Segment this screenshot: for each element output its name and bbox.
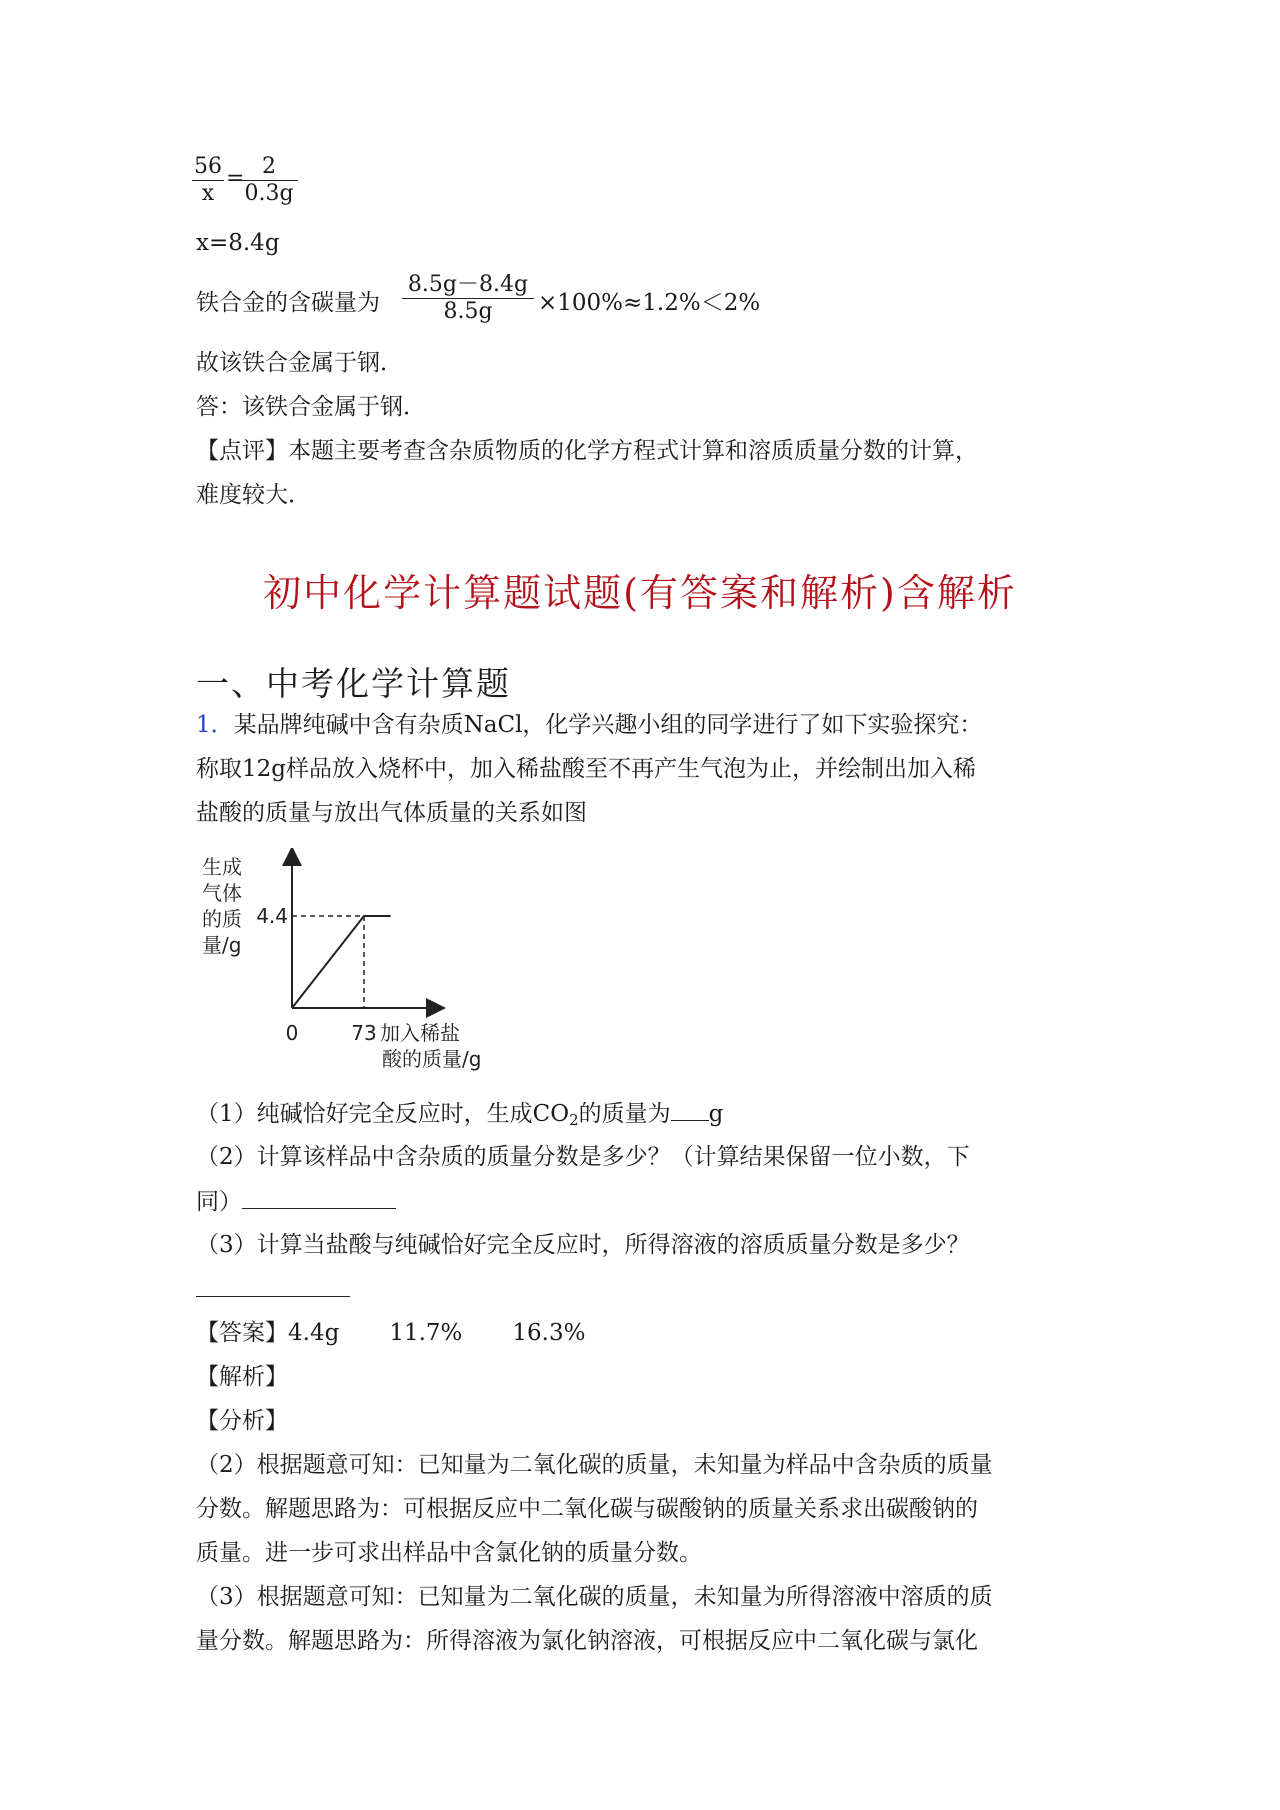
- y-axis-label-line-4: 量/g: [202, 933, 242, 957]
- sub-question-2-text: 同）: [196, 1189, 242, 1215]
- x-axis-label-line-1: 加入稀盐: [380, 1021, 460, 1045]
- fraction-numerator: 2: [240, 154, 298, 181]
- answer-blank-3[interactable]: [196, 1296, 350, 1297]
- answer-line: 答：该铁合金属于钢．: [196, 394, 426, 420]
- sub-question-2-line-1: （2）计算该样品中含杂质的质量分数是多少？（计算结果保留一位小数，下: [196, 1144, 970, 1170]
- fraction-numerator: 8.5g－8.4g: [402, 272, 534, 299]
- answer-2: 11.7%: [389, 1320, 463, 1346]
- fraction-denominator: 8.5g: [443, 299, 493, 324]
- unit-g: g: [708, 1101, 724, 1127]
- analysis-3-line-2: 量分数。解题思路为：所得溶液为氯化钠溶液，可根据反应中二氧化碳与氯化: [196, 1628, 978, 1654]
- co2-subscript: 2: [569, 1111, 579, 1129]
- conclusion-line: 故该铁合金属于钢．: [196, 350, 403, 376]
- answer-row: [196, 1318, 585, 1348]
- analysis-3-line-1: （3）根据题意可知：已知量为二氧化碳的质量，未知量为所得溶液中溶质的质: [196, 1584, 993, 1610]
- y-axis-label-line-3: 的质: [202, 907, 242, 931]
- x-tick-label: 73: [351, 1021, 377, 1045]
- analysis-label: 【解析】: [196, 1364, 288, 1390]
- fraction-56-over-x: [192, 154, 224, 207]
- fraction-carbon-content: [402, 272, 534, 325]
- analysis-2-line-1: （2）根据题意可知：已知量为二氧化碳的质量，未知量为样品中含杂质的质量: [196, 1452, 993, 1478]
- question-1-line-2: 称取12g样品放入烧杯中，加入稀盐酸至不再产生气泡为止，并绘制出加入稀: [196, 756, 976, 782]
- answer-label: 【答案】: [196, 1320, 288, 1346]
- y-axis-label-line-1: 生成: [202, 855, 242, 879]
- sub-question-2-line-2: [196, 1186, 396, 1217]
- sub-question-1: [196, 1098, 723, 1135]
- carbon-content-suffix: ×100%≈1.2%＜2%: [538, 290, 761, 316]
- sub-question-1-text-suffix: 的质量为: [578, 1101, 671, 1127]
- x-axis-label-line-2: 酸的质量/g: [382, 1047, 482, 1071]
- y-axis-label-line-2: 气体: [202, 881, 242, 905]
- sub-question-3: （3）计算当盐酸与纯碱恰好完全反应时，所得溶液的溶质质量分数是多少？: [196, 1232, 970, 1258]
- question-1-line-1: [196, 710, 982, 740]
- comment-line-1: 【点评】本题主要考查含杂质物质的化学方程式计算和溶质质量分数的计算，: [196, 438, 978, 464]
- fraction-denominator: x: [201, 181, 215, 206]
- document-title: 初中化学计算题试题(有答案和解析)含解析: [263, 571, 1017, 615]
- sub-question-1-text: （1）纯碱恰好完全反应时，生成CO: [196, 1101, 570, 1127]
- question-text: 某品牌纯碱中含有杂质NaCl，化学兴趣小组的同学进行了如下实验探究：: [233, 712, 983, 738]
- answer-blank-2[interactable]: [242, 1186, 396, 1209]
- equals-sign: =: [226, 166, 245, 191]
- answer-3: 16.3%: [512, 1320, 586, 1346]
- fraction-2-over-0.3g: [240, 154, 298, 207]
- y-tick-label: 4.4: [256, 904, 288, 928]
- answer-blank-1[interactable]: [671, 1098, 709, 1121]
- section-heading: 一、中考化学计算题: [196, 664, 511, 703]
- question-number: 1．: [196, 712, 234, 738]
- x-result: x=8.4g: [196, 230, 280, 256]
- reaction-chart: [196, 848, 516, 1078]
- answer-1: 4.4g: [288, 1320, 340, 1346]
- fenxi-label: 【分析】: [196, 1408, 288, 1434]
- comment-line-2: 难度较大．: [196, 482, 311, 508]
- analysis-2-line-3: 质量。进一步可求出样品中含氯化钠的质量分数。: [196, 1540, 702, 1566]
- fraction-denominator: 0.3g: [244, 181, 294, 206]
- analysis-2-line-2: 分数。解题思路为：可根据反应中二氧化碳与碳酸钠的质量关系求出碳酸钠的: [196, 1496, 978, 1522]
- origin-label: 0: [285, 1021, 299, 1045]
- carbon-content-prefix: 铁合金的含碳量为: [196, 290, 380, 316]
- question-1-line-3: 盐酸的质量与放出气体质量的关系如图: [196, 800, 587, 826]
- data-series-line: [292, 916, 391, 1008]
- fraction-numerator: 56: [194, 154, 222, 179]
